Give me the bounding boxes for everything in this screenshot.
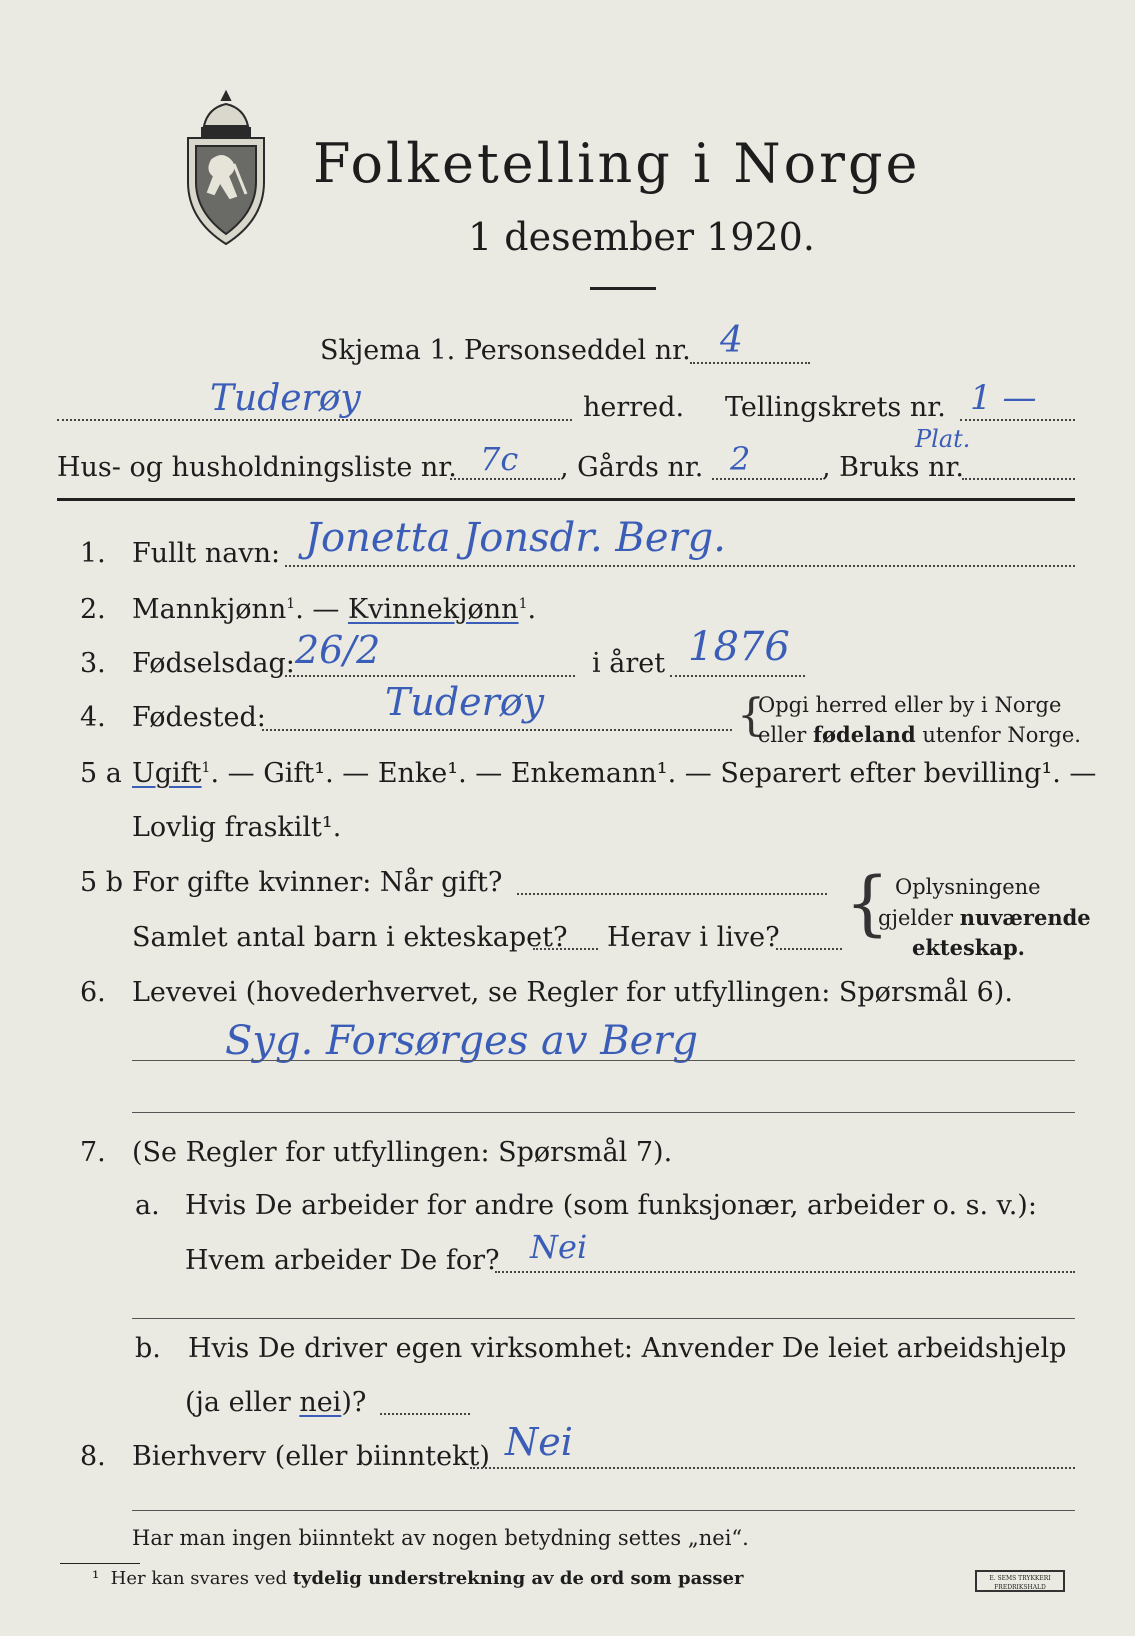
tellingskrets-label: Tellingskrets nr. — [725, 392, 946, 423]
herred-field — [57, 419, 572, 421]
year-value: 1876 — [688, 624, 790, 670]
q2-end: . — [527, 594, 537, 625]
q5a-rest: . — Gift¹. — Enke¹. — Enkemann¹. — Separert efter bevilling¹. — — [210, 758, 1097, 789]
footnote: ¹ Her kan svares ved tydelig understrekning av de ord som passer — [92, 1568, 744, 1589]
full-name-value: Jonetta Jonsdr. Berg. — [305, 515, 726, 561]
q8-label: Bierhverv (eller biinntekt) — [132, 1441, 490, 1472]
tellingskrets-field — [960, 419, 1075, 421]
herred-name: Tuderøy — [210, 378, 361, 419]
birthday-field — [285, 675, 575, 677]
q4-brace: { — [737, 690, 765, 741]
birthplace-value: Tuderøy — [385, 680, 545, 724]
footnote-rule — [60, 1563, 140, 1564]
q3-label: Fødselsdag: — [132, 648, 295, 679]
q1-number: 1. — [80, 538, 106, 569]
q4-number: 4. — [80, 702, 106, 733]
side-income-value: Nei — [505, 1420, 573, 1464]
employer-value: Nei — [530, 1228, 588, 1266]
tellingskrets-note: Plat. — [915, 425, 971, 453]
side-income-field — [470, 1467, 1075, 1469]
q5b-brace: { — [845, 862, 890, 944]
q2-female: Kvinnekjønn — [347, 594, 519, 625]
q2-options: Mannkjønn$^1$. — Kvinnekjønn$^1$. — [132, 594, 537, 625]
title-divider — [590, 287, 656, 290]
gards-field — [712, 478, 822, 480]
q2-sep: . — — [295, 594, 348, 625]
personseddel-field — [690, 362, 810, 364]
footer-note: Har man ingen biinntekt av nogen betydning settes „nei“. — [132, 1526, 749, 1550]
bruks-label: , Bruks nr. — [822, 452, 965, 483]
page-title: Folketelling i Norge — [313, 132, 921, 195]
header-separator — [57, 498, 1075, 501]
occupation-line-1 — [132, 1060, 1075, 1061]
q1-label: Fullt navn: — [132, 538, 281, 569]
q7b-question: (ja eller nei)? — [185, 1387, 367, 1418]
bruks-field — [962, 478, 1075, 480]
printer-stamp: E. SEMS TRYKKERI FREDRIKSHALD — [975, 1570, 1065, 1592]
q4-note-line1: Opgi herred eller by i Norge — [758, 693, 1062, 717]
census-date: 1 desember 1920. — [468, 215, 815, 259]
q5b-line1: For gifte kvinner: Når gift? — [132, 867, 503, 898]
occupation-value: Syg. Forsørges av Berg — [225, 1018, 699, 1064]
hired-help-field — [380, 1413, 470, 1415]
q7a-letter: a. — [135, 1190, 160, 1221]
q4-note-line2: eller fødeland utenfor Norge. — [758, 722, 1081, 747]
full-name-field — [285, 565, 1075, 567]
q5b-note-line2: gjelder nuværende — [878, 905, 1091, 930]
personseddel-number: 4 — [720, 320, 743, 361]
q5b-number: 5 b — [80, 867, 124, 898]
year-label: i året — [592, 648, 666, 679]
household-field — [450, 478, 560, 480]
married-when-field — [517, 893, 827, 895]
household-value: 7c — [480, 440, 519, 478]
gards-label: , Gårds nr. — [560, 452, 704, 483]
q7b-letter: b. — [135, 1333, 161, 1364]
employer-line-2 — [132, 1318, 1075, 1319]
q5b-note-line3: ekteskap. — [912, 935, 1025, 960]
birthday-value: 26/2 — [295, 628, 381, 672]
q5a-options: Ugift$^1$. — Gift¹. — Enke¹. — Enkemann¹. — Separert efter bevilling¹. — — [132, 758, 1097, 789]
q6-number: 6. — [80, 977, 106, 1008]
children-field — [533, 948, 598, 950]
q5b-alive-label: Herav i live? — [607, 922, 780, 953]
year-field — [670, 675, 805, 677]
herred-label: herred. — [583, 392, 685, 423]
schema-label: Skjema 1. Personseddel nr. — [320, 335, 691, 366]
alive-field — [776, 948, 842, 950]
birthplace-field — [262, 729, 732, 731]
q7b-text: Hvis De driver egen virksomhet: Anvender De leiet arbeidshjelp — [188, 1333, 1067, 1364]
household-label: Hus- og husholdningsliste nr. — [57, 452, 457, 483]
q5b-children-label: Samlet antal barn i ekteskapet? — [132, 922, 568, 953]
q5a-ugift: Ugift — [132, 758, 202, 789]
q7a-question: Hvem arbeider De for? — [185, 1245, 500, 1276]
coat-of-arms-icon — [178, 88, 274, 252]
q3-number: 3. — [80, 648, 106, 679]
q6-label: Levevei (hovederhvervet, se Regler for utfyllingen: Spørsmål 6). — [132, 977, 1013, 1008]
q7a-text: Hvis De arbeider for andre (som funksjonær, arbeider o. s. v.): — [185, 1190, 1037, 1221]
q2-number: 2. — [80, 594, 106, 625]
q7-label: (Se Regler for utfyllingen: Spørsmål 7). — [132, 1137, 673, 1168]
q5b-note-line1: Oplysningene — [895, 875, 1041, 899]
side-income-line-2 — [132, 1510, 1075, 1511]
q5a-number: 5 a — [80, 758, 122, 789]
q7-number: 7. — [80, 1137, 106, 1168]
q5a-line2: Lovlig fraskilt¹. — [132, 812, 342, 843]
q4-label: Fødested: — [132, 702, 266, 733]
gards-value: 2 — [730, 440, 751, 478]
tellingskrets-value: 1 — — [970, 378, 1037, 418]
q8-number: 8. — [80, 1441, 106, 1472]
occupation-line-2 — [132, 1112, 1075, 1113]
employer-field — [495, 1271, 1075, 1273]
q2-male: Mannkjønn — [132, 594, 287, 625]
